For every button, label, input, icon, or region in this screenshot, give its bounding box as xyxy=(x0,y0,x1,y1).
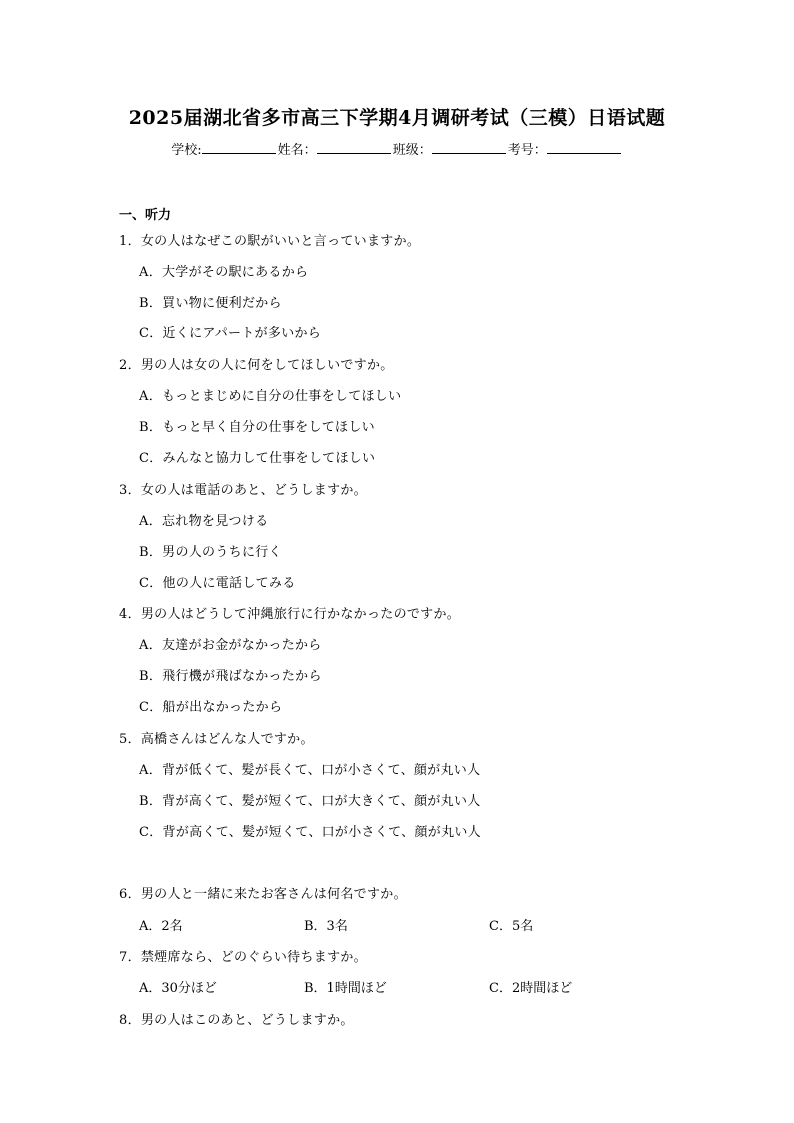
question-5-option-a: A．背が低くて、髪が長くて、口が小さくて、顔が丸い人 xyxy=(139,763,481,778)
question-2-option-b: B．もっと早く自分の仕事をしてほしい xyxy=(139,420,375,435)
question-2-option-a: A．もっとまじめに自分の仕事をしてほしい xyxy=(139,389,402,404)
question-5-option-c: C．背が高くて、髪が短くて、口が小さくて、顔が丸い人 xyxy=(139,825,481,840)
student-info-line xyxy=(0,139,794,158)
question-3-option-a: A．忘れ物を見つける xyxy=(139,514,269,529)
question-7-option-b: B．1時間ほど xyxy=(304,981,387,996)
exam-number-blank xyxy=(547,141,621,154)
question-1-option-c: C．近くにアパートが多いから xyxy=(139,326,322,341)
question-6-option-a: A．2名 xyxy=(139,919,183,934)
question-6: 6．男の人と一緒に来たお客さんは何名ですか。 xyxy=(119,887,407,902)
question-3-option-c: C．他の人に電話してみる xyxy=(139,576,296,591)
question-4-option-b: B．飛行機が飛ばなかったから xyxy=(139,669,322,684)
question-2: 2．男の人は女の人に何をしてほしいですか。 xyxy=(119,358,394,373)
exam-number-label: 考号： xyxy=(507,143,547,158)
question-2-option-c: C．みんなと協力して仕事をしてほしい xyxy=(139,451,376,466)
school-blank xyxy=(202,141,276,154)
question-6-option-b: B．3名 xyxy=(304,919,348,934)
class-label: 班级： xyxy=(392,143,432,158)
question-4-option-a: A．友達がお金がなかったから xyxy=(139,638,322,653)
question-5: 5．高橋さんはどんな人ですか。 xyxy=(119,732,314,747)
class-blank xyxy=(432,141,506,154)
question-1-option-b: B．買い物に便利だから xyxy=(139,296,282,311)
question-7-option-a: A．30分ほど xyxy=(139,981,217,996)
section-heading: 一、听力 xyxy=(119,208,172,223)
question-7-option-c: C．2時間ほど xyxy=(489,981,573,996)
question-6-option-c: C．5名 xyxy=(489,919,534,934)
question-1: 1．女の人はなぜこの駅がいいと言っていますか。 xyxy=(119,234,421,249)
question-1-option-a: A．大学がその駅にあるから xyxy=(139,265,309,280)
name-blank xyxy=(317,141,391,154)
question-4: 4．男の人はどうして沖縄旅行に行かなかったのですか。 xyxy=(119,607,461,622)
page-title: 2025届湖北省多市高三下学期4月调研考试（三模）日语试题 xyxy=(128,107,666,129)
question-4-option-c: C．船が出なかったから xyxy=(139,700,283,715)
question-3: 3．女の人は電話のあと、どうしますか。 xyxy=(119,483,367,498)
question-7: 7．禁煙席なら、どのぐらい待ちますか。 xyxy=(119,950,367,965)
school-label: 学校: xyxy=(171,143,202,158)
question-3-option-b: B．男の人のうちに行く xyxy=(139,545,282,560)
name-label: 姓名： xyxy=(277,143,317,158)
question-8: 8．男の人はこのあと、どうしますか。 xyxy=(119,1013,354,1028)
question-5-option-b: B．背が高くて、髪が短くて、口が大きくて、顔が丸い人 xyxy=(139,794,481,809)
